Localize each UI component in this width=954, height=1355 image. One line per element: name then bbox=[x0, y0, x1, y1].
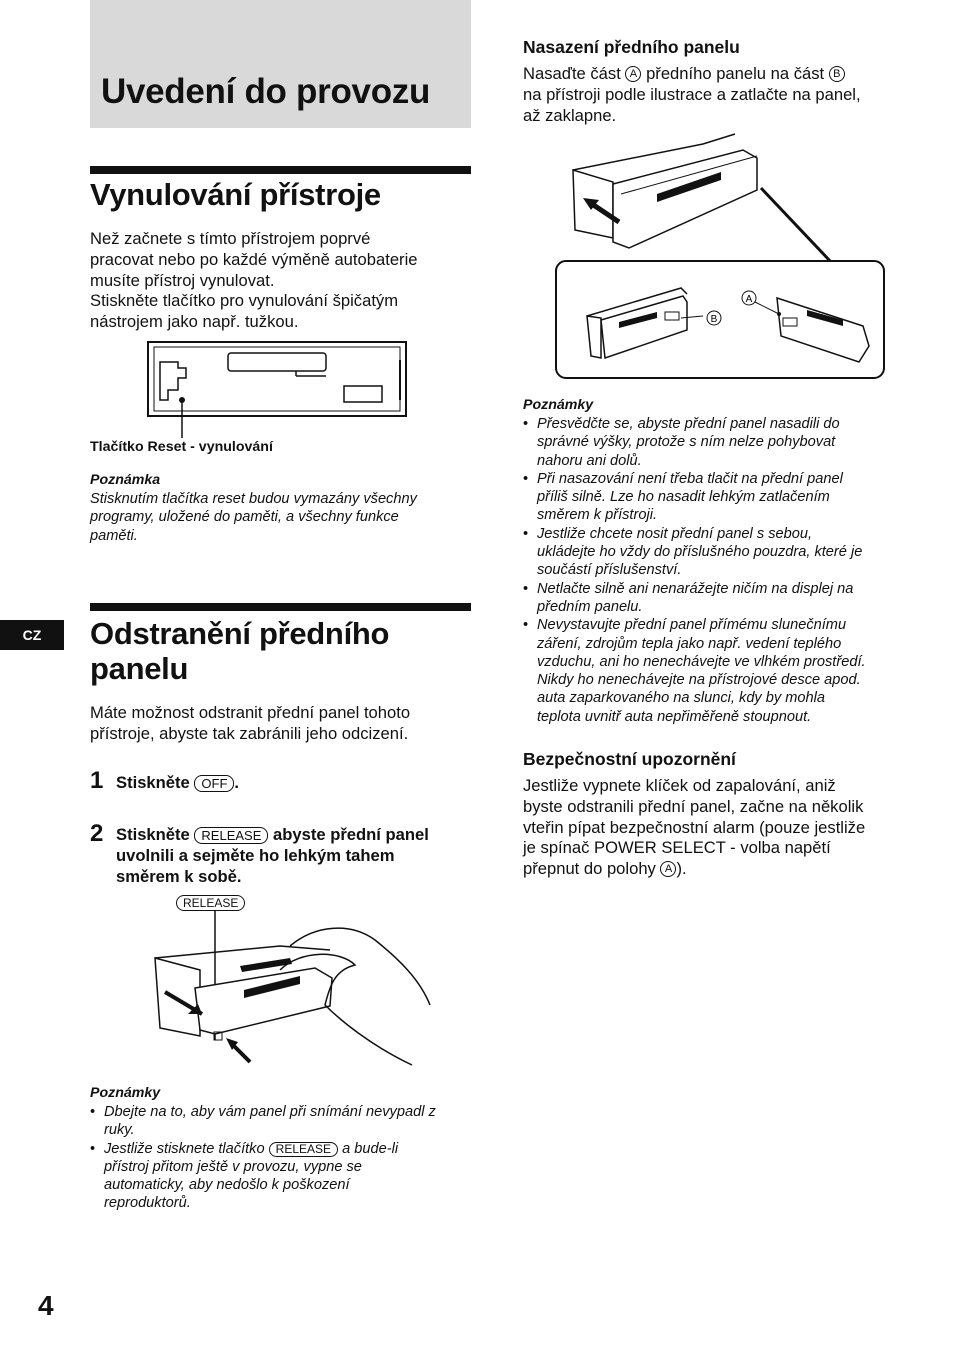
text-line: nástrojem jako např. tužkou. bbox=[90, 312, 299, 332]
text-line: • Přesvědčte se, abyste přední panel nasadili do bbox=[537, 416, 840, 432]
text-line: až zaklapne. bbox=[523, 105, 617, 125]
text-line: směrem k přístroji. bbox=[537, 507, 658, 524]
text-line: Než začnete s tímto přístrojem poprvé bbox=[90, 229, 371, 248]
section-rule bbox=[90, 603, 471, 611]
step-number: 2 bbox=[90, 820, 104, 847]
text-line: automaticky, aby nedošlo k poškození bbox=[104, 1177, 350, 1194]
text-line: předního panelu na část bbox=[646, 64, 825, 83]
note-item bbox=[90, 1103, 474, 1140]
text-line: vzduchu, ani ho nenechávejte ve vlhkém prostředí. bbox=[537, 653, 866, 670]
note-heading: Poznámka bbox=[90, 472, 161, 488]
release-key: RELEASE bbox=[194, 827, 268, 844]
text-line: příliš silně. Lze ho nasadit lehkým zatlačením bbox=[537, 489, 830, 506]
step-text: Stiskněte bbox=[116, 825, 190, 844]
text-line: je spínač POWER SELECT - volba napětí bbox=[523, 838, 831, 858]
section-heading-attach: Nasazení předního panelu bbox=[523, 37, 740, 57]
text-line: ). bbox=[676, 859, 687, 879]
text-line: správné výšky, protože s ním nelze pohybovat bbox=[537, 434, 836, 451]
section-heading-reset: Vynulování přístroje bbox=[90, 177, 381, 212]
label-b-callout: B bbox=[710, 314, 718, 325]
remove-notes bbox=[90, 1103, 474, 1213]
page-title: Uvedení do provozu bbox=[101, 72, 431, 111]
text-line: paměti. bbox=[90, 527, 138, 544]
text-line: • Nevystavujte přední panel přímému slunečnímu bbox=[537, 617, 847, 634]
text-line: přístroj přitom ještě v provozu, vypne se bbox=[104, 1158, 362, 1175]
reset-illustration bbox=[146, 340, 408, 442]
text-line: Jestliže stisknete tlačítko bbox=[104, 1140, 265, 1157]
text-line: reproduktorů. bbox=[104, 1195, 191, 1212]
reset-caption: Tlačítko Reset - vynulování bbox=[90, 439, 273, 455]
note-item bbox=[523, 525, 923, 580]
security-body bbox=[523, 776, 923, 880]
text-line: • Dbejte na to, aby vám panel při snímání nevypadl z bbox=[104, 1104, 436, 1120]
note-item bbox=[523, 580, 923, 617]
label-a-icon: A bbox=[660, 861, 676, 877]
step-1 bbox=[116, 773, 239, 794]
text-line: na přístroji podle ilustrace a zatlačte na panel, bbox=[523, 84, 861, 104]
notes-heading: Poznámky bbox=[90, 1085, 161, 1101]
step-number: 1 bbox=[90, 767, 104, 794]
release-key-label: RELEASE bbox=[176, 895, 245, 911]
text-line: • Při nasazování není třeba tlačit na přední panel bbox=[537, 470, 843, 487]
label-b-icon: B bbox=[829, 66, 845, 82]
attach-body bbox=[523, 64, 923, 126]
text-line: Stisknutím tlačítka reset budou vymazány všechny bbox=[90, 491, 417, 507]
label-a-callout: A bbox=[745, 294, 753, 305]
step-text: Stiskněte bbox=[116, 773, 190, 792]
text-line: předním panelu. bbox=[537, 598, 643, 615]
text-line: ruky. bbox=[104, 1122, 135, 1139]
text-line: směrem k sobě. bbox=[116, 866, 242, 886]
step-text: . bbox=[234, 773, 240, 792]
section-heading-remove bbox=[90, 616, 389, 686]
text-line: přepnut do polohy bbox=[523, 859, 656, 879]
step-2 bbox=[116, 825, 476, 887]
text-line: pracovat nebo po každé výměně autobaterie bbox=[90, 249, 418, 269]
notes-heading: Poznámky bbox=[523, 397, 594, 413]
title-block bbox=[90, 0, 471, 128]
text-line: • Netlačte silně ani nenarážejte ničím na displej na bbox=[537, 580, 854, 597]
text-line: záření, zdrojům tepla jako např. vedení teplého bbox=[537, 635, 842, 652]
text-line: musíte přístroj vynulovat. bbox=[90, 270, 275, 290]
text-line: byste odstranili přední panel, začne na několik bbox=[523, 796, 864, 816]
text-line: Nikdy ho nenechávejte na přístrojové desce apod. bbox=[537, 672, 861, 689]
text-line: Nasaďte část bbox=[523, 64, 621, 83]
heading-line: Odstranění předního bbox=[90, 616, 390, 651]
text-line: ukládejte ho vždy do příslušného pouzdra, které je bbox=[537, 544, 863, 561]
text-line: součástí příslušenství. bbox=[537, 562, 682, 579]
text-line: nahoru ani dolů. bbox=[537, 452, 642, 469]
section-rule bbox=[90, 166, 471, 174]
text-line: přístroje, abyste tak zabránili jeho odcizení. bbox=[90, 723, 409, 743]
text-line: Máte možnost odstranit přední panel tohoto bbox=[90, 703, 411, 722]
text-line: a bude-li bbox=[342, 1140, 399, 1157]
release-key: RELEASE bbox=[269, 1142, 338, 1157]
language-tab: CZ bbox=[0, 620, 64, 650]
note-item bbox=[90, 1140, 474, 1213]
reset-note bbox=[90, 490, 470, 545]
heading-line: panelu bbox=[90, 651, 189, 686]
text-line: uvolnili a sejměte ho lehkým tahem bbox=[116, 845, 395, 865]
attach-notes bbox=[523, 415, 923, 726]
reset-body bbox=[90, 229, 470, 333]
text-line: teplota uvnitř auta nepřiměřeně stoupnout. bbox=[537, 708, 812, 725]
page-number: 4 bbox=[38, 1290, 54, 1321]
attach-panel-illustration bbox=[553, 130, 887, 382]
remove-body bbox=[90, 703, 470, 745]
text-line: Stiskněte tlačítko pro vynulování špičatým bbox=[90, 291, 399, 311]
note-item bbox=[523, 470, 923, 525]
off-key: OFF bbox=[194, 775, 234, 792]
text-line: • Jestliže chcete nosit přední panel s sebou, bbox=[537, 525, 813, 542]
note-item bbox=[523, 616, 923, 726]
text-line: vteřin pípat bezpečnostní alarm (pouze jestliže bbox=[523, 817, 866, 837]
remove-panel-illustration bbox=[140, 910, 440, 1070]
section-heading-security: Bezpečnostní upozornění bbox=[523, 749, 736, 769]
label-a-icon: A bbox=[625, 66, 641, 82]
text-line: programy, uložené do paměti, a všechny funkce bbox=[90, 509, 399, 526]
text-line: auta zaparkovaného na slunci, kdy by mohla bbox=[537, 690, 825, 707]
note-item bbox=[523, 415, 923, 470]
step-text: abyste přední panel bbox=[273, 825, 429, 844]
text-line: Jestliže vypnete klíček od zapalování, aniž bbox=[523, 776, 836, 795]
